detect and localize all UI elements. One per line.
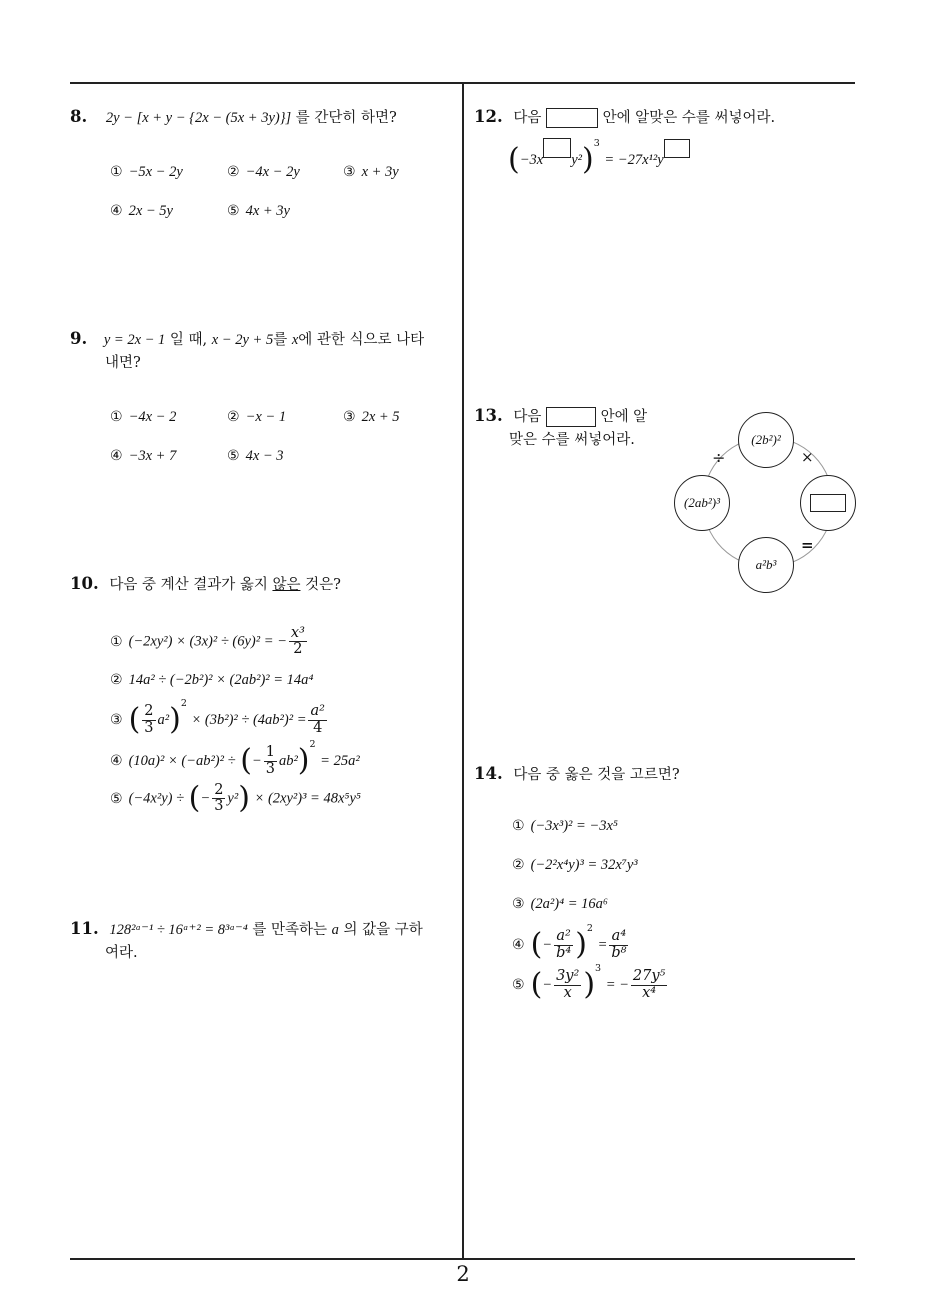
choice-2[interactable]: ② 14a² ÷ (−2b²)² × (2ab²)² = 14a⁴: [110, 672, 314, 688]
question-expression: 2y − [x + y − {2x − (5x + 3y)}]: [105, 110, 292, 126]
question-number: 11.: [70, 919, 99, 938]
choice-2[interactable]: ② −4x − 2y: [227, 164, 300, 180]
choice-1[interactable]: ① −4x − 2: [110, 409, 177, 425]
choice-3[interactable]: ③ ( $\frac{2}{3}$ a²)$^2$ × (3b²)² ÷ (4ab²)² = $\frac{\text{a²}}{4}$: [110, 698, 325, 737]
operation-cycle-diagram: [670, 410, 860, 595]
choice-5[interactable]: ⑤ 4x − 3: [227, 448, 284, 464]
choice-3[interactable]: ③ x + 3y: [343, 164, 399, 180]
choice-2[interactable]: ② −x − 1: [227, 409, 287, 425]
node-bottom: a²b³: [738, 537, 794, 593]
choice-5[interactable]: ⑤ (− $\frac{\text{3y²}}{x}$ )$^3$ = − $\frac{\text{27y⁵}}{\text{x⁴}}$: [512, 963, 666, 1002]
question-text: 를 간단히 하면?: [295, 110, 397, 126]
question-12: 12. 다음 안에 알맞은 수를 써넣어라.: [474, 107, 776, 126]
choice-1[interactable]: ① (−2xy²) × (3x)² ÷ (6y)² = − $\frac{\text{x³}}{2}$: [110, 625, 305, 658]
multiply-icon: ×: [801, 448, 814, 466]
choice-4[interactable]: ④ 2x − 5y: [110, 203, 173, 219]
question-9: 9. y = 2x − 1 일 때, x − 2y + 5를 x에 관한 식으로 나타 내면?: [70, 329, 425, 371]
choice-4[interactable]: ④ (− $\frac{\text{a²}}{\text{b⁴}}$ )$^2$ = $\frac{\text{a⁴}}{\text{b⁸}}$: [512, 923, 627, 962]
question-number: 14.: [474, 764, 503, 783]
answer-blank[interactable]: [810, 494, 846, 512]
question-10: 10. 다음 중 계산 결과가 옳지 않은 것은?: [70, 574, 341, 593]
node-top: (2b²)²: [738, 412, 794, 468]
question-8: [70, 104, 455, 130]
divide-icon: ÷: [712, 448, 726, 467]
choice-3[interactable]: ③ 2x + 5: [343, 409, 400, 425]
node-right: [800, 475, 856, 531]
choice-3[interactable]: ③ (2a²)⁴ = 16a⁶: [512, 896, 608, 912]
question-13: 13. 다음 안에 알 맞은 수를 써넣어라.: [474, 406, 648, 448]
question-11: 11. 128²ᵃ⁻¹ ÷ 16ᵃ⁺² = 8³ᵃ⁻⁴ 를 만족하는 a 의 값을 구하 여라.: [70, 919, 423, 961]
page-number: 2: [456, 1262, 470, 1286]
choice-1[interactable]: ① (−3x³)² = −3x⁵: [512, 818, 618, 834]
choice-5[interactable]: ⑤ (−4x²y) ÷ (− $\frac{2}{3}$ y²) × (2xy²)³ = 48x⁵y⁵: [110, 780, 361, 816]
question-14: 14. 다음 중 옳은 것을 고르면?: [474, 764, 680, 783]
bottom-rule: [70, 1258, 855, 1260]
choice-4[interactable]: ④ −3x + 7: [110, 448, 177, 464]
answer-blank[interactable]: [546, 108, 598, 128]
question-number: 12.: [474, 107, 503, 126]
choice-2[interactable]: ② (−2²x⁴y)³ = 32x⁷y³: [512, 857, 638, 873]
equals-icon: =: [801, 536, 814, 554]
column-divider: [462, 83, 464, 1259]
choice-4[interactable]: ④ (10a)² × (−ab²)² ÷ (− $\frac{1}{3}$ ab²)$^2$ = 25a²: [110, 739, 360, 778]
question-number: 8.: [70, 107, 88, 126]
answer-blank[interactable]: [546, 407, 596, 427]
answer-blank[interactable]: [543, 138, 571, 158]
choice-1[interactable]: ① −5x − 2y: [110, 164, 183, 180]
node-left: (2ab²)³: [674, 475, 730, 531]
answer-blank[interactable]: [664, 139, 690, 158]
q12-equation: (−3x y²)$^3$ = −27x¹²y: [508, 138, 690, 175]
question-number: 9.: [70, 329, 88, 348]
question-number: 13.: [474, 406, 503, 425]
choice-5[interactable]: ⑤ 4x + 3y: [227, 203, 290, 219]
question-number: 10.: [70, 574, 99, 593]
